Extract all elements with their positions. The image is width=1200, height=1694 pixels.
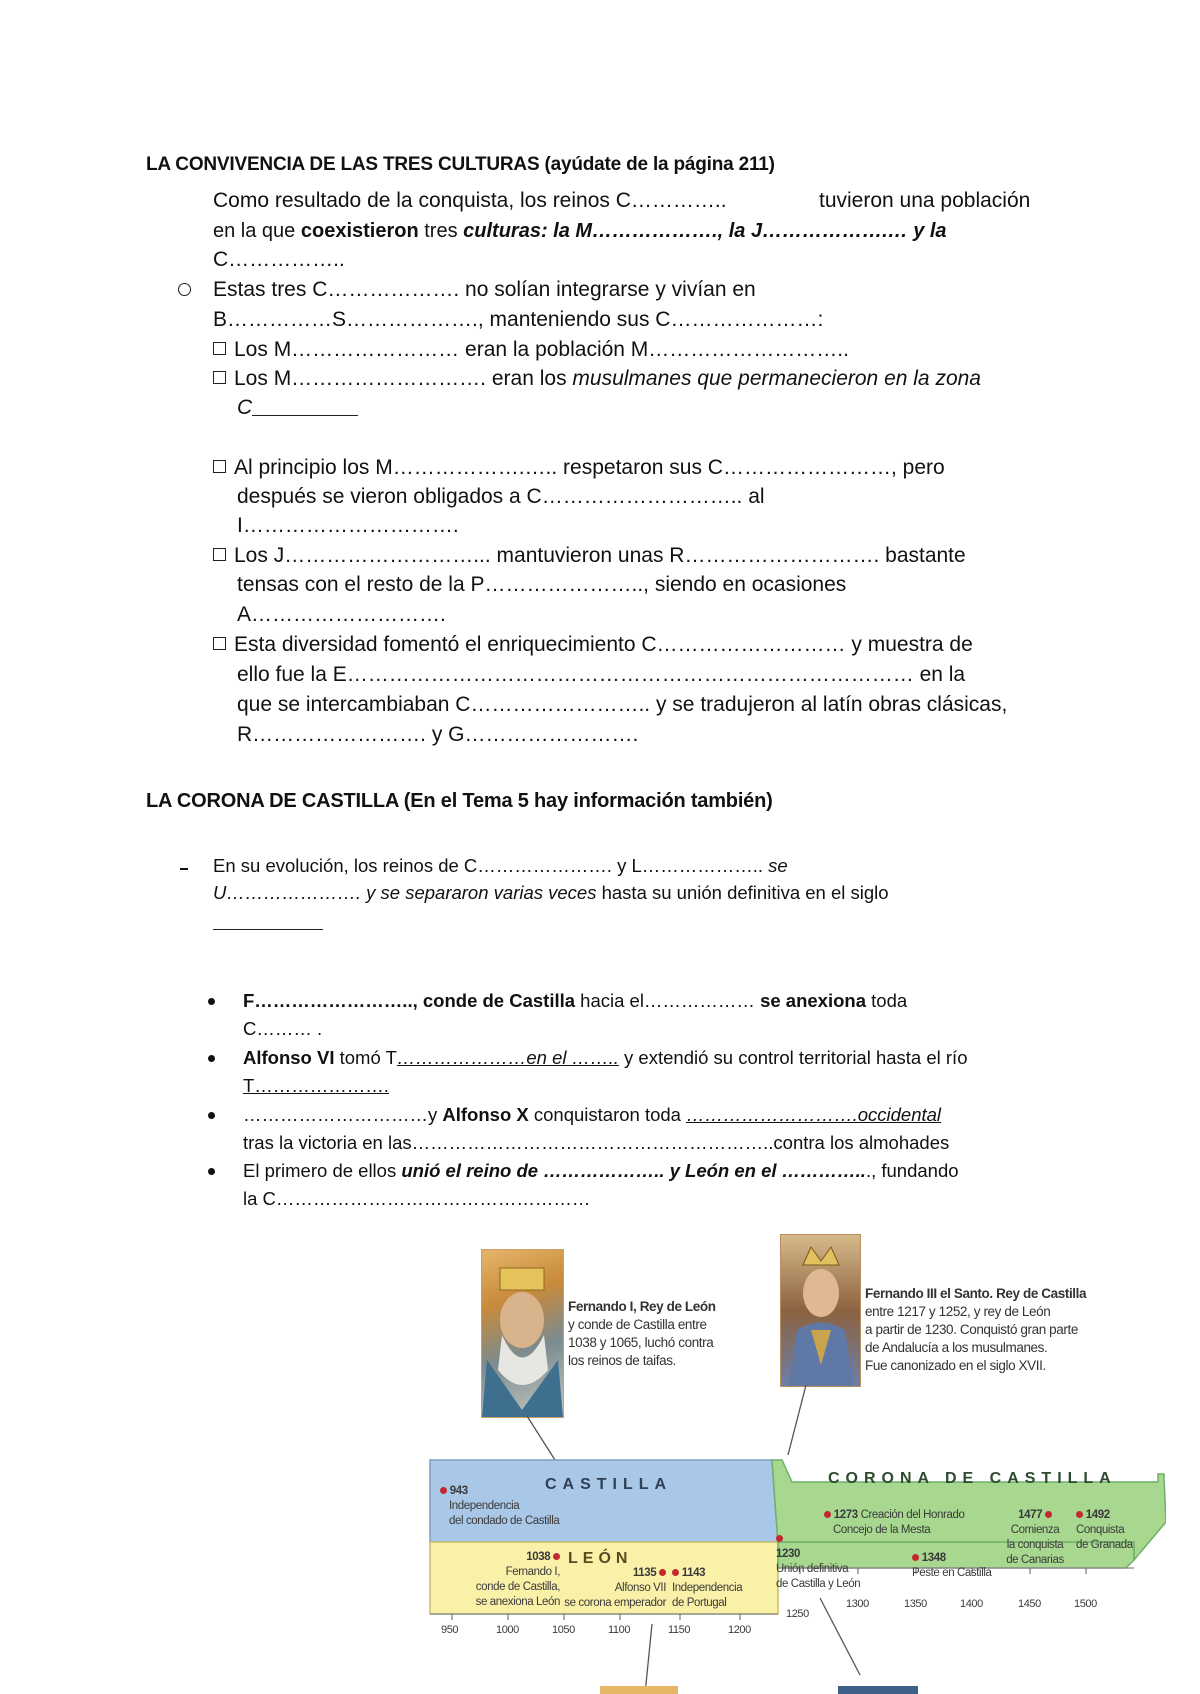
event-marker-icon	[1076, 1511, 1083, 1518]
event-marker-icon	[553, 1553, 560, 1560]
axis-label: 1450	[1018, 1598, 1041, 1610]
event-marker-icon	[1045, 1511, 1052, 1518]
bullet-culturas-line-1: Estas tres C………………. no solían integrarse y vivían en	[213, 278, 756, 301]
evolucion-line-2: U…………………. y se separaron varias veces hasta su unión definitiva en el siglo	[213, 882, 889, 903]
axis-label: 1350	[904, 1598, 927, 1610]
checkbox-item-diversidad-l3: que se intercambiaban C…………………….. y se tradujeron al latín obras clásicas,	[237, 693, 1008, 716]
axis-label: 1400	[960, 1598, 983, 1610]
event-1143: 1143 Independencia de Portugal	[672, 1567, 743, 1609]
checkbox-item-mudejares: Los M…………………… eran la población M………………………..	[213, 335, 849, 365]
checkbox-item-diversidad-l1: Esta diversidad fomentó el enriquecimiento C……………………… y muestra de	[213, 630, 973, 660]
intro-line-2: en la que coexistieron tres culturas: la M………………., la J……………….… y la	[213, 220, 947, 242]
leon-label: LEÓN	[568, 1550, 633, 1567]
castilla-label: CASTILLA	[545, 1476, 673, 1493]
bottom-portrait-left	[600, 1686, 678, 1694]
corona-label: CORONA DE CASTILLA	[828, 1470, 1117, 1487]
checkbox-item-judios-l1: Los J………………………... mantuvieron unas R………………………. bastante	[213, 541, 966, 571]
event-1135: 1135 Alfonso VII se corona emperador	[564, 1567, 666, 1609]
intro-line-1-end: tuvieron una población	[819, 189, 1031, 212]
event-1492: 1492 Conquista de Granada	[1076, 1509, 1133, 1551]
intro-line-3: C……………..	[213, 248, 345, 271]
event-marker-icon	[672, 1569, 679, 1576]
event-1230: 1230 Unión definitiva de Castilla y León	[776, 1532, 860, 1592]
axis-label: 950	[441, 1624, 459, 1636]
point-primero-l2: la C……………………………………………	[243, 1188, 591, 1209]
event-1477: 1477 Comienza la conquista de Canarias	[1006, 1509, 1064, 1566]
section-heading-convivencia: LA CONVIVENCIA DE LAS TRES CULTURAS (ayúdate de la página 211)	[146, 154, 775, 175]
checkbox-item-principio-l2: después se vieron obligados a C……………………….. al	[237, 485, 765, 508]
axis-label: 1150	[668, 1624, 691, 1636]
intro-line-1: Como resultado de la conquista, los reinos C…………..	[213, 189, 727, 212]
axis-label: 1050	[552, 1624, 575, 1636]
axis-label: 1250	[786, 1608, 809, 1620]
axis-label: 1100	[608, 1624, 631, 1636]
event-marker-icon	[440, 1487, 447, 1494]
checkbox-item-judios-l3: A……………………….	[237, 603, 446, 626]
evolucion-line-1: En su evolución, los reinos de C…………………. y L……………….. se	[213, 855, 788, 876]
event-marker-icon	[659, 1569, 666, 1576]
event-1348: 1348 Peste en Castilla	[912, 1552, 992, 1579]
bullet-culturas-line-2: B……………S………………., manteniendo sus C…………………:	[213, 308, 824, 331]
event-marker-icon	[912, 1554, 919, 1561]
event-marker-icon	[824, 1511, 831, 1518]
point-alfonso-vi-l1: Alfonso VI tomó T…………………en el …….. y extendió su control territorial hasta el río	[243, 1047, 968, 1068]
event-1038: 1038 Fernando I, conde de Castilla, se anexiona León	[475, 1551, 560, 1608]
checkbox-item-diversidad-l4: R……………………. y G…………………….	[237, 723, 639, 746]
axis-label: 1200	[728, 1624, 751, 1636]
point-alfonso-x-l2: tras la victoria en las…………………………………………………..contra los almohades	[243, 1132, 950, 1153]
checkbox-item-diversidad-l2: ello fue la E……………………………………………………………………… en la	[237, 663, 966, 686]
point-primero-l1: El primero de ellos unió el reino de ……………….. y León en el …………..., fundando	[243, 1160, 959, 1181]
axis-label: 1000	[496, 1624, 519, 1636]
section-heading-corona: LA CORONA DE CASTILLA (En el Tema 5 hay información también)	[146, 790, 773, 812]
point-fernan-l2: C……… .	[243, 1018, 323, 1039]
fernando-i-caption: Fernando I, Rey de León y conde de Castilla entre 1038 y 1065, luchó contra los reinos de taifas.	[568, 1299, 716, 1368]
point-fernan-l1: F…………………….., conde de Castilla hacia el……………… se anexiona toda	[243, 990, 908, 1011]
checkbox-item-mozarabes-line-2: C	[237, 393, 358, 423]
bottom-portrait-right	[838, 1686, 918, 1694]
checkbox-item-mozarabes: Los M………………………. eran los musulmanes que permanecieron en la zona	[213, 364, 981, 394]
checkbox-item-judios-l2: tensas con el resto de la P………………….., siendo en ocasiones	[237, 573, 847, 596]
event-marker-icon	[776, 1535, 783, 1542]
fernando-iii-caption: Fernando III el Santo. Rey de Castilla entre 1217 y 1252, y rey de León a partir de 1230. Conquistó gran parte de Andalucía a los musulmanes. Fue canonizado en el siglo XVII.	[865, 1286, 1087, 1373]
event-1273: 1273 Creación del Honrado Concejo de la Mesta	[824, 1508, 964, 1538]
checkbox-item-principio-l3: I………………………….	[237, 514, 459, 537]
axis-label: 1500	[1074, 1598, 1097, 1610]
point-alfonso-x-l1: …………………………y Alfonso X conquistaron toda ……………………….occidental	[243, 1104, 942, 1125]
axis-label: 1300	[846, 1598, 869, 1610]
point-alfonso-vi-l2: T………………….	[243, 1075, 389, 1096]
checkbox-item-principio-l1: Al principio los M……………….….. respetaron sus C……………………, pero	[213, 453, 945, 483]
event-943: 943 Independencia del condado de Castilla	[440, 1484, 559, 1529]
